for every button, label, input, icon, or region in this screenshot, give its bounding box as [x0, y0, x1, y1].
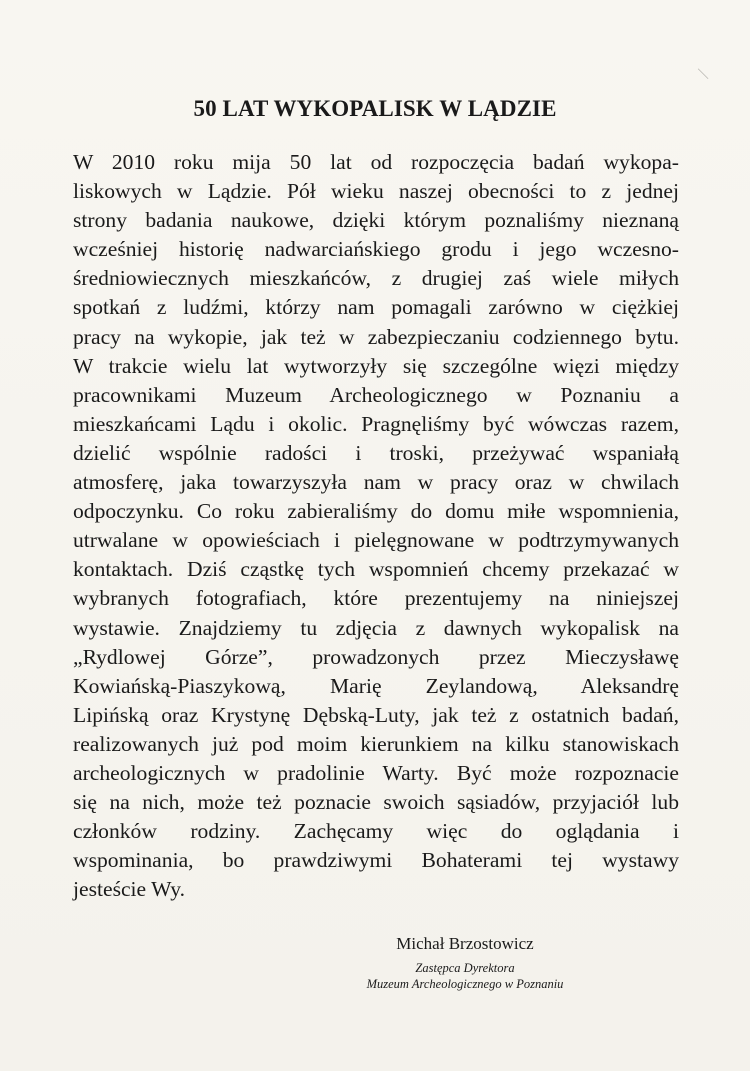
signature-name: Michał Brzostowicz: [396, 934, 534, 953]
body-line: odpoczynku. Co roku zabieraliśmy do domu miłe wspomnienia,: [73, 499, 679, 524]
signature-block: [340, 934, 590, 992]
body-line: spotkań z ludźmi, którzy nam pomagali zarówno w ciężkiej: [73, 295, 679, 320]
body-line: się na nich, może też poznacie swoich sąsiadów, przyjaciół lub: [73, 790, 679, 815]
body-line: mieszkańcami Lądu i okolic. Pragnęliśmy być wówczas razem,: [73, 411, 679, 436]
body-line: wcześniej historię nadwarciańskiego grodu i jego wczesno-: [73, 237, 679, 262]
body-line: W trakcie wielu lat wytworzyły się szczególne więzi między: [73, 353, 679, 378]
body-line: Kowiańską-Piaszykową, Marię Zeylandową, Aleksandrę: [73, 673, 679, 698]
body-line: strony badania naukowe, dzięki którym poznaliśmy nieznaną: [73, 208, 679, 233]
signature-institution: Muzeum Archeologicznego w Poznaniu: [366, 977, 564, 991]
body-line: jesteście Wy.: [73, 877, 186, 902]
corner-fold-mark: —: [693, 63, 714, 84]
body-line: dzielić wspólnie radości i troski, przeżywać wspaniałą: [73, 440, 679, 465]
body-line: pracy na wykopie, jak też w zabezpieczaniu codziennego bytu.: [73, 324, 679, 349]
body-line: liskowych w Lądzie. Pół wieku naszej obecności to z jednej: [73, 179, 679, 204]
body-line: członków rodziny. Zachęcamy więc do oglądania i: [73, 819, 679, 844]
signature-role: Zastępca Dyrektora: [415, 961, 515, 975]
body-line: wystawie. Znajdziemy tu zdjęcia z dawnych wykopalisk na: [73, 615, 679, 640]
body-line: wybranych fotografiach, które prezentujemy na niniejszej: [73, 586, 679, 611]
body-line: W 2010 roku mija 50 lat od rozpoczęcia badań wykopa-: [73, 150, 679, 174]
body-line: wspominania, bo prawdziwymi Bohaterami tej wystawy: [73, 848, 679, 873]
body-line: realizowanych już pod moim kierunkiem na kilku stanowiskach: [73, 731, 679, 756]
body-line: średniowiecznych mieszkańców, z drugiej zaś wiele miłych: [73, 266, 679, 291]
document-title: 50 LAT WYKOPALISK W LĄDZIE: [193, 96, 557, 121]
body-paragraph: [73, 148, 679, 904]
body-line: „Rydlowej Górze”, prowadzonych przez Mieczysławę: [73, 644, 679, 669]
body-line: utrwalane w opowieściach i pielęgnowane w podtrzymywanych: [73, 528, 679, 553]
body-line: Lipińską oraz Krystynę Dębską-Luty, jak też z ostatnich badań,: [73, 702, 679, 727]
body-line: pracownikami Muzeum Archeologicznego w Poznaniu a: [73, 382, 679, 407]
body-line: atmosferę, jaka towarzyszyła nam w pracy oraz w chwilach: [73, 470, 679, 495]
body-line: kontaktach. Dziś cząstkę tych wspomnień chcemy przekazać w: [73, 557, 679, 582]
body-line: archeologicznych w pradolinie Warty. Być może rozpoznacie: [73, 760, 679, 785]
